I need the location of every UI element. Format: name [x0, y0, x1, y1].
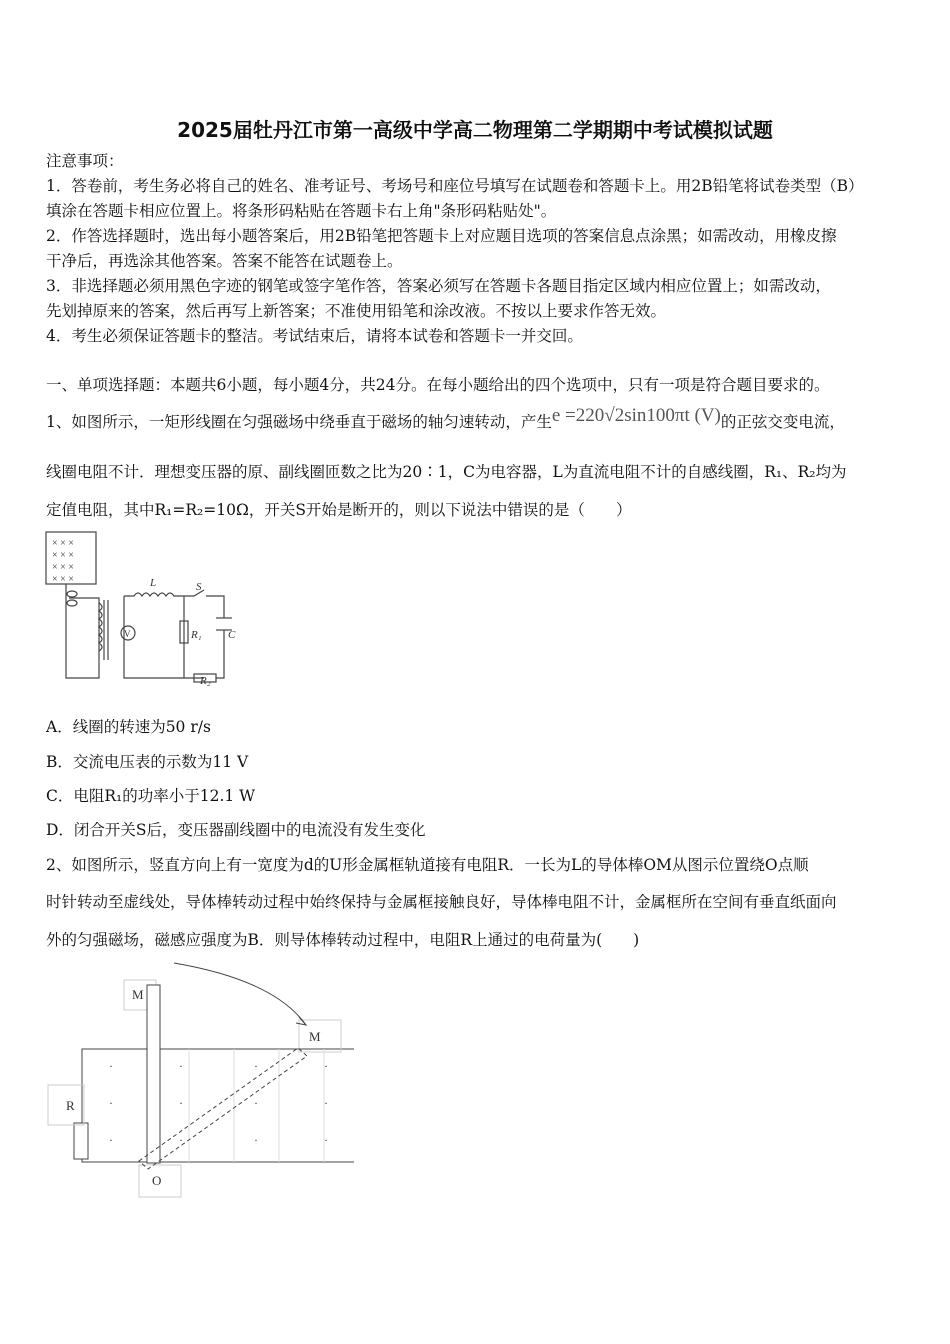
- q1-text: 的正弦交变电流，: [720, 413, 845, 431]
- q2-line: 外的匀强磁场，磁感应强度为B．则导体棒转动过程中，电阻R上通过的电荷量为( ): [46, 931, 640, 949]
- svg-text:·: ·: [324, 1059, 328, 1073]
- q2-line: 时针转动至虚线处，导体棒转动过程中始终保持与金属框接触良好，导体棒电阻不计，金属框所在空间有垂直纸面向: [46, 893, 837, 911]
- svg-text:·: ·: [324, 1096, 328, 1110]
- option-c: C．电阻R₁的功率小于12.1 W: [46, 787, 256, 805]
- q1-text: 1、如图所示，一矩形线圈在匀强磁场中绕垂直于磁场的轴匀速转动，产生: [46, 413, 552, 431]
- svg-text:·: ·: [109, 1133, 113, 1147]
- inductor-label: L: [150, 577, 157, 589]
- svg-text:× × ×: × × ×: [52, 574, 74, 585]
- resistor-label: R: [66, 1098, 75, 1113]
- option-b: B．交流电压表的示数为11 V: [46, 753, 249, 771]
- voltmeter-label: V: [124, 629, 131, 639]
- capacitor-label: C: [228, 629, 236, 641]
- pivot-label: O: [152, 1173, 162, 1188]
- page-title: 2025届牡丹江市第一高级中学高二物理第二学期期中考试模拟试题: [177, 118, 773, 142]
- note-line: 干净后，再选涂其他答案。答案不能答在试题卷上。: [46, 252, 403, 270]
- svg-text:·: ·: [254, 1096, 258, 1110]
- note-line: 3．非选择题必须用黑色字迹的钢笔或签字笔作答，答案必须写在答题卡各题目指定区域内相应位置上；如需改动，: [46, 277, 831, 295]
- svg-text:× × ×: × × ×: [52, 538, 74, 549]
- q1-circuit-figure: [44, 528, 244, 688]
- svg-text:·: ·: [109, 1059, 113, 1073]
- svg-text:× × ×: × × ×: [52, 562, 74, 573]
- q1-line: [46, 405, 845, 432]
- rod-end-label: M: [132, 987, 144, 1002]
- r1-label: R₁: [191, 629, 202, 641]
- note-line: 填涂在答题卡相应位置上。将条形码粘贴在答题卡右上角"条形码粘贴处"。: [46, 202, 557, 220]
- note-line: 4．考生必须保证答题卡的整洁。考试结束后，请将本试卷和答题卡一并交回。: [46, 327, 583, 345]
- svg-text:·: ·: [254, 1059, 258, 1073]
- svg-text:·: ·: [324, 1133, 328, 1147]
- section-heading: 一、单项选择题：本题共6小题，每小题4分，共24分。在每小题给出的四个选项中，只有一项是符合题目要求的。: [46, 376, 830, 394]
- option-d: D．闭合开关S后，变压器副线圈中的电流没有发生变化: [46, 821, 426, 839]
- q1-formula: e =220√2sin100πt (V): [551, 405, 721, 426]
- rod-end-final-label: M: [309, 1029, 321, 1044]
- svg-text:·: ·: [179, 1059, 183, 1073]
- svg-text:·: ·: [254, 1133, 258, 1147]
- option-a: A．线圈的转速为50 r/s: [46, 718, 211, 736]
- notes-heading: 注意事项：: [46, 152, 124, 170]
- svg-text:·: ·: [109, 1096, 113, 1110]
- q1-line: 定值电阻，其中R₁=R₂=10Ω，开关S开始是断开的，则以下说法中错误的是（ ）: [46, 501, 632, 519]
- q2-line: 2、如图所示，竖直方向上有一宽度为d的U形金属框轨道接有电阻R．一长为L的导体棒OM从图示位置绕O点顺: [46, 856, 809, 874]
- switch-label: S: [196, 581, 202, 593]
- svg-text:·: ·: [179, 1133, 183, 1147]
- svg-text:·: ·: [179, 1096, 183, 1110]
- q2-rail-figure: [44, 955, 364, 1200]
- svg-text:× × ×: × × ×: [52, 550, 74, 561]
- note-line: 2．作答选择题时，选出每小题答案后，用2B铅笔把答题卡上对应题目选项的答案信息点涂黑；如需改动，用橡皮擦: [46, 227, 837, 245]
- q1-line: 线圈电阻不计．理想变压器的原、副线圈匝数之比为20∶1，C为电容器，L为直流电阻不计的自感线圈，R₁、R₂均为: [46, 463, 847, 481]
- r2-label: R₂: [200, 675, 211, 687]
- note-line: 1．答卷前，考生务必将自己的姓名、准考证号、考场号和座位号填写在试题卷和答题卡上。用2B铅笔将试卷类型（B）: [46, 177, 864, 195]
- note-line: 先划掉原来的答案，然后再写上新答案；不准使用铅笔和涂改液。不按以上要求作答无效。: [46, 302, 667, 320]
